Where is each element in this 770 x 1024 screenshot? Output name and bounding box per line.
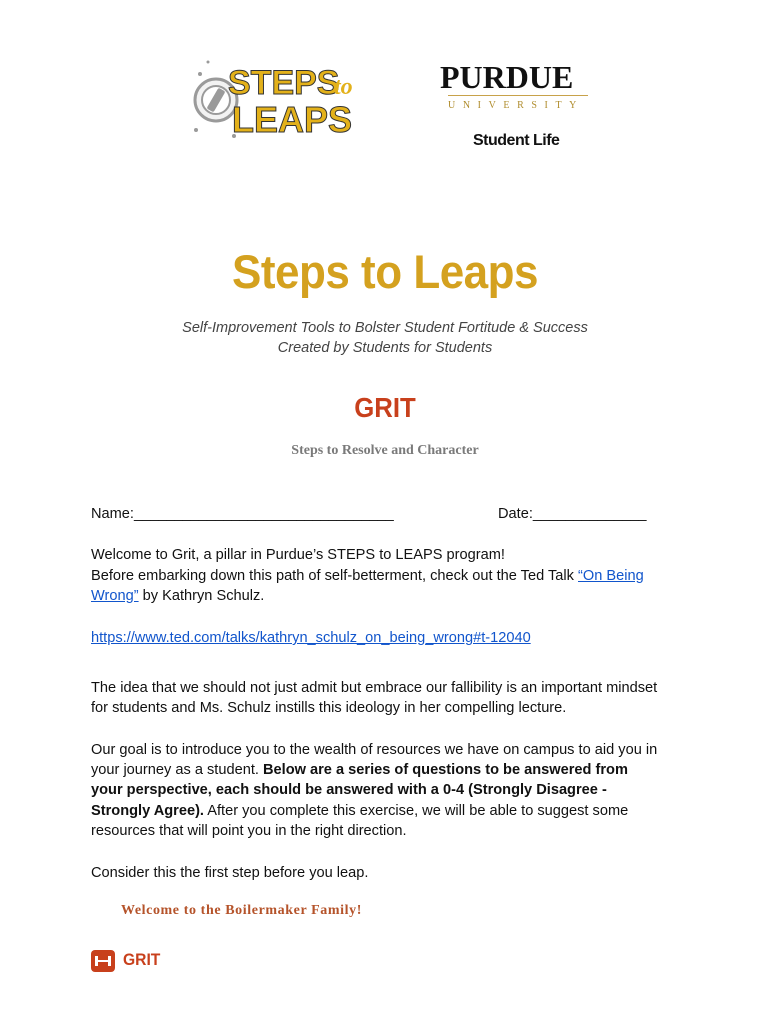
idea-line-2: for students and Ms. Schulz instills this ideology in her compelling lecture. [91, 700, 567, 716]
date-blank[interactable]: ______________ [532, 506, 647, 522]
name-label: Name: [91, 506, 134, 522]
purdue-student-life-logo [440, 59, 600, 162]
logo-leaps-word: LEAPS [232, 99, 353, 140]
goal-line-4-bold: Strongly Agree). [91, 803, 204, 819]
talk-link-continued[interactable]: Wrong” [91, 588, 139, 604]
goal-line-5: resources that will point you in the right direction. [91, 823, 407, 839]
section-subheading: Steps to Resolve and Character [291, 443, 479, 458]
ted-url-link[interactable]: https://www.ted.com/talks/kathryn_schulz_on_being_wrong#t-12040 [91, 630, 531, 646]
purdue-wordmark: PURDUE [440, 59, 574, 95]
logo-steps-word: STEPS [228, 64, 340, 102]
page-title: Steps to Leaps [232, 246, 538, 299]
before-text: Before embarking down this path of self-betterment, check out the Ted Talk [91, 568, 579, 584]
name-field[interactable] [91, 504, 394, 524]
name-blank[interactable]: ________________________________ [133, 506, 394, 522]
date-field[interactable] [498, 504, 647, 524]
goal-line-4 [91, 801, 628, 821]
footer-grit-label: GRIT [123, 950, 161, 969]
talk-link[interactable]: “On Being [578, 568, 644, 584]
subtitle-line-1: Self-Improvement Tools to Bolster Student Fortitude & Success [182, 320, 588, 336]
steps-to-leaps-logo [190, 56, 380, 142]
idea-line-1: The idea that we should not just admit but embrace our fallibility is an important mindset [91, 680, 658, 696]
logo-to-word: to [334, 74, 353, 100]
goal-line-3 [91, 780, 607, 800]
goal-line-4-plain: After you complete this exercise, we will be able to suggest some [203, 803, 629, 819]
subtitle-line-2: Created by Students for Students [277, 340, 493, 356]
section-heading: GRIT [354, 392, 416, 423]
welcome-line: Welcome to Grit, a pillar in Purdue’s STEPS to LEAPS program! [91, 547, 505, 563]
footer-grit-badge [91, 950, 181, 972]
purdue-university-word: UNIVERSITY [448, 100, 584, 111]
steps-to-leaps-logo-graphic [190, 56, 380, 142]
goal-line-3-bold: your perspective, each should be answered with a 0-4 (Strongly Disagree - [91, 782, 607, 798]
closing-line: Welcome to the Boilermaker Family! [121, 903, 362, 918]
goal-line-2-bold: Below are a series of questions to be answered from [262, 762, 628, 778]
by-text: by Kathryn Schulz. [138, 588, 265, 604]
consider-line: Consider this the first step before you leap. [91, 865, 369, 881]
goal-line-1: Our goal is to introduce you to the wealth of resources we have on campus to aid you in [91, 742, 658, 758]
purdue-divider [448, 95, 588, 96]
ted-talk-line-2 [91, 586, 264, 606]
goal-line-2 [91, 760, 628, 780]
student-life-label: Student Life [473, 132, 560, 149]
goal-line-2-plain: your journey as a student. [91, 762, 263, 778]
ted-talk-line [91, 566, 644, 586]
grit-barbell-icon [91, 950, 115, 972]
date-label: Date: [498, 506, 533, 522]
